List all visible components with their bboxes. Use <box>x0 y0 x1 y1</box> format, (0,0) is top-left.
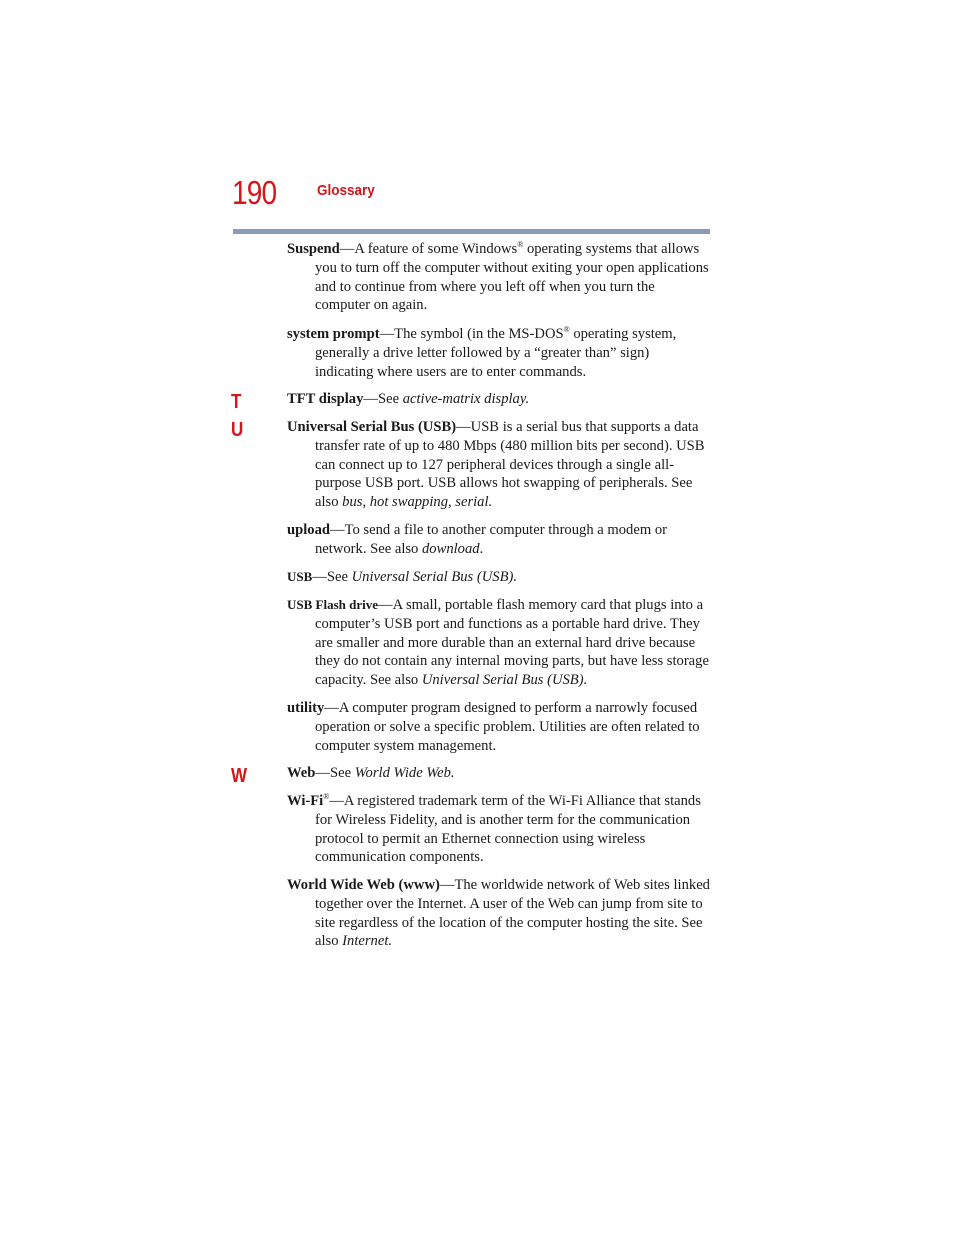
glossary-entry-usb-flash-drive <box>287 596 710 690</box>
cross-reference: active-matrix display. <box>402 391 530 407</box>
glossary-entry-usb <box>287 568 710 587</box>
header-rule <box>233 229 710 234</box>
entry-text: —The worldwide network of Web sites linked together over the Internet. A user of the Web can jump from site to site regardless of the location of the computer hosting the site. See also <box>315 877 710 950</box>
entry-term: USB <box>287 569 313 584</box>
cross-reference: bus, hot swapping, serial. <box>342 494 493 511</box>
cross-reference: download <box>422 540 480 557</box>
entry-term: USB Flash drive <box>287 597 379 612</box>
glossary-entry-web <box>287 764 710 783</box>
cross-reference: World Wide Web. <box>354 765 455 781</box>
registered-mark: ® <box>563 325 570 334</box>
entry-text: —The symbol (in the MS-DOS <box>379 326 564 342</box>
glossary-entry-upload <box>287 521 710 559</box>
entry-text: —A small, portable flash memory card that plugs into a computer’s USB port and functions as a portable hard drive. They are smaller and more durable than an external hard drive because they do not contain any internal moving parts, but have less storage capacity. See also <box>315 597 709 689</box>
glossary-entry-universal-serial-bus <box>287 418 710 512</box>
cross-reference: Universal Serial Bus (USB). <box>351 569 517 585</box>
entry-text: —USB is a serial bus that supports a data transfer rate of up to 480 Mbps (480 million bits per second). USB can connect up to 127 peripheral devices through a single all-purpose USB port. USB allows hot swapping of peripherals. See also <box>315 419 705 511</box>
cross-reference: Universal Serial Bus (USB). <box>421 672 588 689</box>
glossary-entry-tft-display <box>287 390 710 409</box>
entry-text: —To send a file to another computer through a modem or network. See also <box>315 522 667 557</box>
registered-mark: ® <box>517 240 524 249</box>
entry-text: —See <box>312 569 352 585</box>
entry-term: system prompt <box>287 326 380 342</box>
entry-text: —See <box>315 765 355 781</box>
entry-term: upload <box>287 522 330 538</box>
section-title: Glossary <box>317 182 375 199</box>
entry-term: Universal Serial Bus (USB) <box>287 419 457 435</box>
entry-term: TFT display <box>287 391 364 407</box>
entry-text: . <box>479 540 484 557</box>
page-number: 190 <box>232 174 277 211</box>
entry-text: —A feature of some Windows <box>339 241 518 257</box>
glossary-entry-system-prompt <box>287 325 710 381</box>
glossary-entry-world-wide-web <box>287 876 710 951</box>
entry-term: utility <box>287 700 325 716</box>
entry-term: Suspend <box>287 241 340 257</box>
entry-term: Wi-Fi <box>287 793 324 809</box>
entry-text: —A computer program designed to perform a narrowly focused operation or solve a specific problem. Utilities are often related to computer system management. <box>315 700 700 754</box>
registered-mark: ® <box>323 792 330 801</box>
entry-term: World Wide Web (www) <box>287 877 440 893</box>
cross-reference: Internet. <box>342 933 393 950</box>
entry-text: operating systems that allows you to turn off the computer without exiting your open applications and to continue from where you left off when you turn the computer on again. <box>315 241 709 314</box>
section-letter-u: U <box>231 419 244 441</box>
glossary-entry-wi-fi <box>287 792 710 867</box>
glossary-entry-utility <box>287 699 710 755</box>
section-letter-t: T <box>231 391 242 413</box>
entry-text: —A registered trademark term of the Wi-Fi Alliance that stands for Wireless Fidelity, and is another term for the communication protocol to permit an Ethernet connection using wireless communication components. <box>315 793 701 866</box>
glossary-entry-suspend <box>287 240 710 315</box>
section-letter-w: W <box>231 765 248 787</box>
entry-text: —See <box>363 391 403 407</box>
entry-term: Web <box>287 765 316 781</box>
entry-text: operating system, generally a drive letter followed by a “greater than” sign) indicating where users are to enter commands. <box>315 326 677 380</box>
